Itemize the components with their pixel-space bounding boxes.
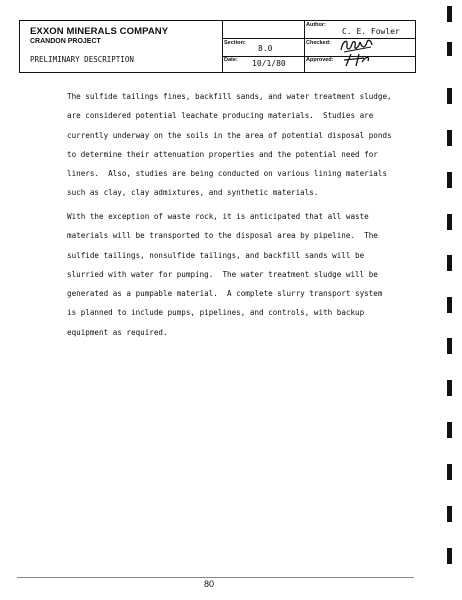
title-block-divider xyxy=(304,21,305,72)
title-block-divider xyxy=(222,21,223,72)
company-name: EXXON MINERALS COMPANY xyxy=(30,26,169,37)
binding-mark xyxy=(447,548,452,564)
binding-mark xyxy=(447,380,452,396)
binding-mark xyxy=(447,130,452,146)
author-value: C. E. Fowler xyxy=(342,27,400,36)
page-number: 80 xyxy=(204,579,215,589)
body-paragraph: With the exception of waste rock, it is anticipated that all waste materials will be transported to the disposal area by pipeline. The sulfide tailings, nonsulfide tailings, and backfill sands will be slurried with water for pumping. The water treatment sludge will be generated as a pumpable material. A complete slurry transport system is planned to include pumps, pipelines, and controls, with backup equipment as required. xyxy=(67,212,383,337)
binding-mark xyxy=(447,214,452,230)
title-block-divider xyxy=(222,38,415,39)
binding-mark xyxy=(447,422,452,438)
date-label: Date: xyxy=(224,57,238,63)
binding-mark xyxy=(447,506,452,522)
section-label: Section: xyxy=(224,40,246,46)
project-name: CRANDON PROJECT xyxy=(30,38,101,45)
binding-mark xyxy=(447,172,452,188)
date-value: 10/1/80 xyxy=(252,59,286,68)
binding-mark xyxy=(447,297,452,313)
binding-mark xyxy=(447,338,452,354)
binding-mark xyxy=(447,464,452,480)
approved-label: Approved: xyxy=(306,57,334,63)
author-label: Author: xyxy=(306,22,326,28)
document-title: PRELIMINARY DESCRIPTION xyxy=(30,55,134,64)
binding-mark xyxy=(447,88,452,104)
binding-mark xyxy=(447,42,452,56)
body-paragraph: The sulfide tailings fines, backfill sands, and water treatment sludge, are considered potential leachate producing materials. Studies are currently underway on the soils in the area of potential disposal ponds to determine their attenuation properties and the potential need for liners. Also, studies are being conducted on various lining materials such as clay, clay admixtures, and synthetic materials. xyxy=(67,92,392,198)
checked-label: Checked: xyxy=(306,40,331,46)
binding-mark xyxy=(447,6,452,22)
section-value: 8.0 xyxy=(258,44,273,53)
approved-signature xyxy=(342,52,372,68)
footer-rule xyxy=(17,577,414,578)
binding-mark xyxy=(447,255,452,271)
